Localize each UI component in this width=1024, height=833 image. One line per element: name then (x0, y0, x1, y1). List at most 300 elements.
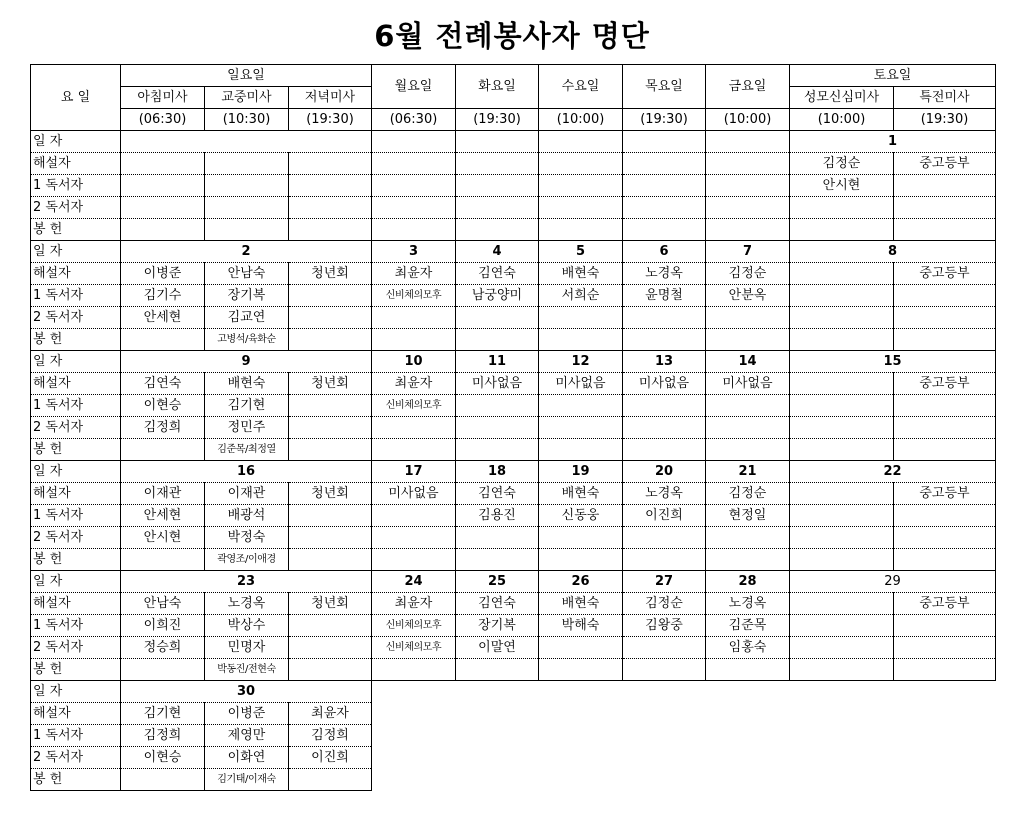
role-row (31, 703, 996, 725)
name-cell (456, 153, 539, 175)
name-cell (790, 505, 894, 527)
role-row (31, 527, 996, 549)
name-cell (456, 175, 539, 197)
date-cell: 10 (372, 351, 456, 373)
row-label: 2 독서자 (31, 637, 121, 659)
name-cell: 박동진/전현숙 (205, 659, 289, 681)
row-label: 일 자 (31, 241, 121, 263)
row-label: 1 독서자 (31, 615, 121, 637)
row-label: 2 독서자 (31, 307, 121, 329)
name-cell (539, 659, 623, 681)
name-cell (289, 153, 372, 175)
role-row (31, 175, 996, 197)
name-cell: 김연숙 (456, 593, 539, 615)
name-cell (790, 263, 894, 285)
row-label: 봉 헌 (31, 329, 121, 351)
name-cell: 배광석 (205, 505, 289, 527)
date-cell: 8 (790, 241, 996, 263)
name-cell (539, 219, 623, 241)
name-cell: 이현승 (121, 395, 205, 417)
name-cell (289, 417, 372, 439)
name-cell (372, 175, 456, 197)
name-cell (539, 153, 623, 175)
name-cell: 장기복 (205, 285, 289, 307)
role-row (31, 637, 996, 659)
name-cell (289, 329, 372, 351)
row-label: 봉 헌 (31, 769, 121, 791)
name-cell (456, 527, 539, 549)
row-label: 일 자 (31, 461, 121, 483)
name-cell (121, 549, 205, 571)
row-label: 1 독서자 (31, 505, 121, 527)
role-row (31, 417, 996, 439)
row-label: 해설자 (31, 153, 121, 175)
row-label: 2 독서자 (31, 747, 121, 769)
name-cell (289, 769, 372, 791)
row-label: 일 자 (31, 681, 121, 703)
name-cell (456, 659, 539, 681)
role-row (31, 593, 996, 615)
date-cell: 3 (372, 241, 456, 263)
date-cell: 20 (623, 461, 706, 483)
name-cell: 이진희 (623, 505, 706, 527)
name-cell: 신비체의모후 (372, 395, 456, 417)
mass-time: (19:30) (623, 109, 706, 131)
date-cell (372, 131, 456, 153)
name-cell (623, 307, 706, 329)
date-cell: 1 (790, 131, 996, 153)
name-cell (894, 197, 996, 219)
row-label: 1 독서자 (31, 175, 121, 197)
name-cell: 현정일 (706, 505, 790, 527)
name-cell (121, 659, 205, 681)
name-cell (289, 197, 372, 219)
name-cell: 고병석/육화순 (205, 329, 289, 351)
mass-name: 특전미사 (894, 87, 996, 109)
name-cell: 김연숙 (456, 483, 539, 505)
name-cell: 안분옥 (706, 285, 790, 307)
date-cell: 28 (706, 571, 790, 593)
header-row (31, 65, 996, 87)
name-cell (121, 329, 205, 351)
name-cell: 안시현 (121, 527, 205, 549)
name-cell (121, 153, 205, 175)
name-cell: 이병준 (121, 263, 205, 285)
date-cell (456, 131, 539, 153)
name-cell (623, 637, 706, 659)
name-cell (289, 505, 372, 527)
name-cell: 정민주 (205, 417, 289, 439)
name-cell: 중고등부 (894, 373, 996, 395)
role-row (31, 769, 996, 791)
name-cell: 정승희 (121, 637, 205, 659)
name-cell: 중고등부 (894, 483, 996, 505)
name-cell (289, 395, 372, 417)
name-cell: 미사없음 (539, 373, 623, 395)
name-cell: 이재관 (121, 483, 205, 505)
mass-time: (06:30) (121, 109, 205, 131)
name-cell: 김정희 (289, 725, 372, 747)
date-cell: 27 (623, 571, 706, 593)
name-cell (372, 417, 456, 439)
row-label: 해설자 (31, 593, 121, 615)
date-cell: 30 (121, 681, 372, 703)
name-cell: 신동웅 (539, 505, 623, 527)
row-label: 일 자 (31, 351, 121, 373)
name-cell (790, 483, 894, 505)
name-cell (894, 417, 996, 439)
role-row (31, 549, 996, 571)
name-cell: 미사없음 (706, 373, 790, 395)
name-cell (706, 439, 790, 461)
name-cell (539, 175, 623, 197)
name-cell (623, 527, 706, 549)
name-cell (894, 637, 996, 659)
name-cell: 김기수 (121, 285, 205, 307)
name-cell (205, 153, 289, 175)
name-cell (790, 417, 894, 439)
saturday-header: 토요일 (790, 65, 996, 87)
name-cell: 김정순 (706, 263, 790, 285)
date-cell: 22 (790, 461, 996, 483)
name-cell (790, 307, 894, 329)
name-cell (790, 637, 894, 659)
mass-name: 아침미사 (121, 87, 205, 109)
name-cell (539, 395, 623, 417)
role-row (31, 725, 996, 747)
name-cell (456, 197, 539, 219)
row-label: 봉 헌 (31, 659, 121, 681)
name-cell (623, 549, 706, 571)
date-row (31, 571, 996, 593)
role-row (31, 285, 996, 307)
name-cell (372, 549, 456, 571)
name-cell: 김용진 (456, 505, 539, 527)
row-label: 일 자 (31, 131, 121, 153)
name-cell: 안시현 (790, 175, 894, 197)
name-cell (121, 197, 205, 219)
name-cell: 신비체의모후 (372, 285, 456, 307)
name-cell: 박해숙 (539, 615, 623, 637)
date-cell: 17 (372, 461, 456, 483)
row-label: 봉 헌 (31, 439, 121, 461)
row-label: 1 독서자 (31, 395, 121, 417)
name-cell (289, 637, 372, 659)
name-cell (790, 439, 894, 461)
name-cell: 최윤자 (372, 593, 456, 615)
row-label: 1 독서자 (31, 725, 121, 747)
name-cell: 김기태/이재숙 (205, 769, 289, 791)
name-cell (372, 439, 456, 461)
name-cell (706, 329, 790, 351)
mass-time: (19:30) (894, 109, 996, 131)
name-cell: 김기현 (205, 395, 289, 417)
name-cell (539, 417, 623, 439)
name-cell (289, 307, 372, 329)
name-cell: 김왕중 (623, 615, 706, 637)
name-cell (289, 549, 372, 571)
name-cell (706, 175, 790, 197)
name-cell (121, 439, 205, 461)
name-cell (623, 197, 706, 219)
name-cell (623, 153, 706, 175)
name-cell (289, 615, 372, 637)
date-cell: 7 (706, 241, 790, 263)
row-label: 2 독서자 (31, 197, 121, 219)
name-cell: 이현승 (121, 747, 205, 769)
name-cell: 윤명철 (623, 285, 706, 307)
name-cell (894, 219, 996, 241)
name-cell (205, 175, 289, 197)
time-row (31, 109, 996, 131)
mass-name: 교중미사 (205, 87, 289, 109)
mass-time: (10:00) (539, 109, 623, 131)
name-cell (790, 219, 894, 241)
name-cell: 김정순 (623, 593, 706, 615)
date-cell: 16 (121, 461, 372, 483)
date-cell: 26 (539, 571, 623, 593)
date-cell: 2 (121, 241, 372, 263)
row-label: 해설자 (31, 703, 121, 725)
name-cell: 임홍숙 (706, 637, 790, 659)
name-cell (790, 395, 894, 417)
name-cell (289, 439, 372, 461)
name-cell (623, 175, 706, 197)
name-cell (372, 527, 456, 549)
name-cell: 김준목/최정열 (205, 439, 289, 461)
name-cell (706, 153, 790, 175)
name-cell (706, 307, 790, 329)
date-cell (623, 131, 706, 153)
name-cell (372, 153, 456, 175)
name-cell (894, 615, 996, 637)
mass-name: 저녁미사 (289, 87, 372, 109)
mass-time: (10:30) (205, 109, 289, 131)
name-cell: 노경옥 (623, 263, 706, 285)
date-row (31, 241, 996, 263)
name-cell (289, 285, 372, 307)
name-cell (456, 219, 539, 241)
role-row (31, 329, 996, 351)
date-cell (121, 131, 372, 153)
name-cell (289, 175, 372, 197)
thursday-header: 목요일 (623, 65, 706, 109)
name-cell: 배현숙 (539, 483, 623, 505)
name-cell: 미사없음 (372, 483, 456, 505)
day-header: 요 일 (31, 65, 121, 131)
name-cell (456, 395, 539, 417)
name-cell (372, 219, 456, 241)
date-cell: 13 (623, 351, 706, 373)
mass-time: (10:00) (706, 109, 790, 131)
name-cell (121, 219, 205, 241)
name-cell (539, 637, 623, 659)
name-cell (289, 659, 372, 681)
row-label: 해설자 (31, 263, 121, 285)
role-row (31, 395, 996, 417)
name-cell (456, 329, 539, 351)
date-cell: 19 (539, 461, 623, 483)
date-cell: 6 (623, 241, 706, 263)
name-cell: 중고등부 (894, 263, 996, 285)
role-row (31, 373, 996, 395)
name-cell: 노경옥 (205, 593, 289, 615)
name-cell: 곽영조/이애경 (205, 549, 289, 571)
name-cell (790, 373, 894, 395)
name-cell (894, 285, 996, 307)
name-cell (372, 659, 456, 681)
role-row (31, 615, 996, 637)
role-row (31, 483, 996, 505)
date-row (31, 681, 996, 703)
name-cell (205, 197, 289, 219)
name-cell (121, 175, 205, 197)
name-cell (121, 769, 205, 791)
name-cell (539, 197, 623, 219)
name-cell (790, 593, 894, 615)
name-cell (289, 527, 372, 549)
name-cell (372, 505, 456, 527)
date-cell (539, 131, 623, 153)
name-cell: 김기현 (121, 703, 205, 725)
date-cell: 25 (456, 571, 539, 593)
date-cell: 4 (456, 241, 539, 263)
date-cell: 18 (456, 461, 539, 483)
name-cell: 청년회 (289, 483, 372, 505)
mass-name: 성모신심미사 (790, 87, 894, 109)
name-cell (456, 549, 539, 571)
name-cell (539, 439, 623, 461)
name-cell: 안세현 (121, 505, 205, 527)
name-cell: 민명자 (205, 637, 289, 659)
name-cell: 박정숙 (205, 527, 289, 549)
name-cell (372, 197, 456, 219)
schedule-table (30, 64, 996, 791)
name-cell: 김정순 (790, 153, 894, 175)
name-cell (894, 329, 996, 351)
friday-header: 금요일 (706, 65, 790, 109)
name-cell (706, 219, 790, 241)
name-cell (623, 329, 706, 351)
name-cell (539, 329, 623, 351)
row-label: 2 독서자 (31, 417, 121, 439)
date-cell: 12 (539, 351, 623, 373)
date-cell: 11 (456, 351, 539, 373)
mass-time: (06:30) (372, 109, 456, 131)
role-row (31, 659, 996, 681)
row-label: 봉 헌 (31, 219, 121, 241)
name-cell (706, 395, 790, 417)
name-cell: 배현숙 (539, 263, 623, 285)
date-cell: 9 (121, 351, 372, 373)
date-cell: 15 (790, 351, 996, 373)
date-cell: 21 (706, 461, 790, 483)
name-cell (706, 197, 790, 219)
date-row (31, 351, 996, 373)
role-row (31, 197, 996, 219)
role-row (31, 747, 996, 769)
name-cell (289, 219, 372, 241)
name-cell (790, 285, 894, 307)
name-cell (623, 439, 706, 461)
name-cell (894, 395, 996, 417)
name-cell (456, 417, 539, 439)
name-cell (790, 197, 894, 219)
date-cell: 5 (539, 241, 623, 263)
name-cell: 배현숙 (205, 373, 289, 395)
name-cell: 중고등부 (894, 153, 996, 175)
name-cell: 박상수 (205, 615, 289, 637)
name-cell: 중고등부 (894, 593, 996, 615)
name-cell: 미사없음 (623, 373, 706, 395)
sunday-header: 일요일 (121, 65, 372, 87)
date-cell: 24 (372, 571, 456, 593)
name-cell (790, 615, 894, 637)
name-cell (539, 307, 623, 329)
name-cell: 이말연 (456, 637, 539, 659)
name-cell (623, 219, 706, 241)
mass-time: (19:30) (289, 109, 372, 131)
date-cell (706, 131, 790, 153)
name-cell (456, 307, 539, 329)
name-cell (894, 307, 996, 329)
name-cell: 김연숙 (456, 263, 539, 285)
name-cell: 최윤자 (372, 263, 456, 285)
page-title: 6월 전례봉사자 명단 (374, 19, 650, 53)
mass-time: (10:00) (790, 109, 894, 131)
name-cell: 배현숙 (539, 593, 623, 615)
wednesday-header: 수요일 (539, 65, 623, 109)
name-cell (539, 549, 623, 571)
row-label: 2 독서자 (31, 527, 121, 549)
name-cell (790, 527, 894, 549)
name-cell (790, 329, 894, 351)
role-row (31, 153, 996, 175)
name-cell (894, 527, 996, 549)
name-cell (894, 505, 996, 527)
name-cell: 김정희 (121, 725, 205, 747)
name-cell (205, 219, 289, 241)
name-cell (894, 549, 996, 571)
name-cell: 안남숙 (121, 593, 205, 615)
name-cell (372, 307, 456, 329)
name-cell: 노경옥 (706, 593, 790, 615)
name-cell: 이화연 (205, 747, 289, 769)
date-cell: 14 (706, 351, 790, 373)
name-cell: 김준목 (706, 615, 790, 637)
name-cell: 청년회 (289, 263, 372, 285)
name-cell: 서희순 (539, 285, 623, 307)
role-row (31, 219, 996, 241)
name-cell (539, 527, 623, 549)
name-cell (456, 439, 539, 461)
name-cell (790, 659, 894, 681)
row-label: 해설자 (31, 483, 121, 505)
row-label: 봉 헌 (31, 549, 121, 571)
name-cell: 청년회 (289, 593, 372, 615)
name-cell: 신비체의모후 (372, 615, 456, 637)
name-cell (894, 659, 996, 681)
name-cell (790, 549, 894, 571)
name-cell (623, 417, 706, 439)
mass-time: (19:30) (456, 109, 539, 131)
name-cell: 미사없음 (456, 373, 539, 395)
name-cell (894, 439, 996, 461)
name-cell: 최윤자 (289, 703, 372, 725)
name-cell (706, 527, 790, 549)
tuesday-header: 화요일 (456, 65, 539, 109)
row-label: 해설자 (31, 373, 121, 395)
